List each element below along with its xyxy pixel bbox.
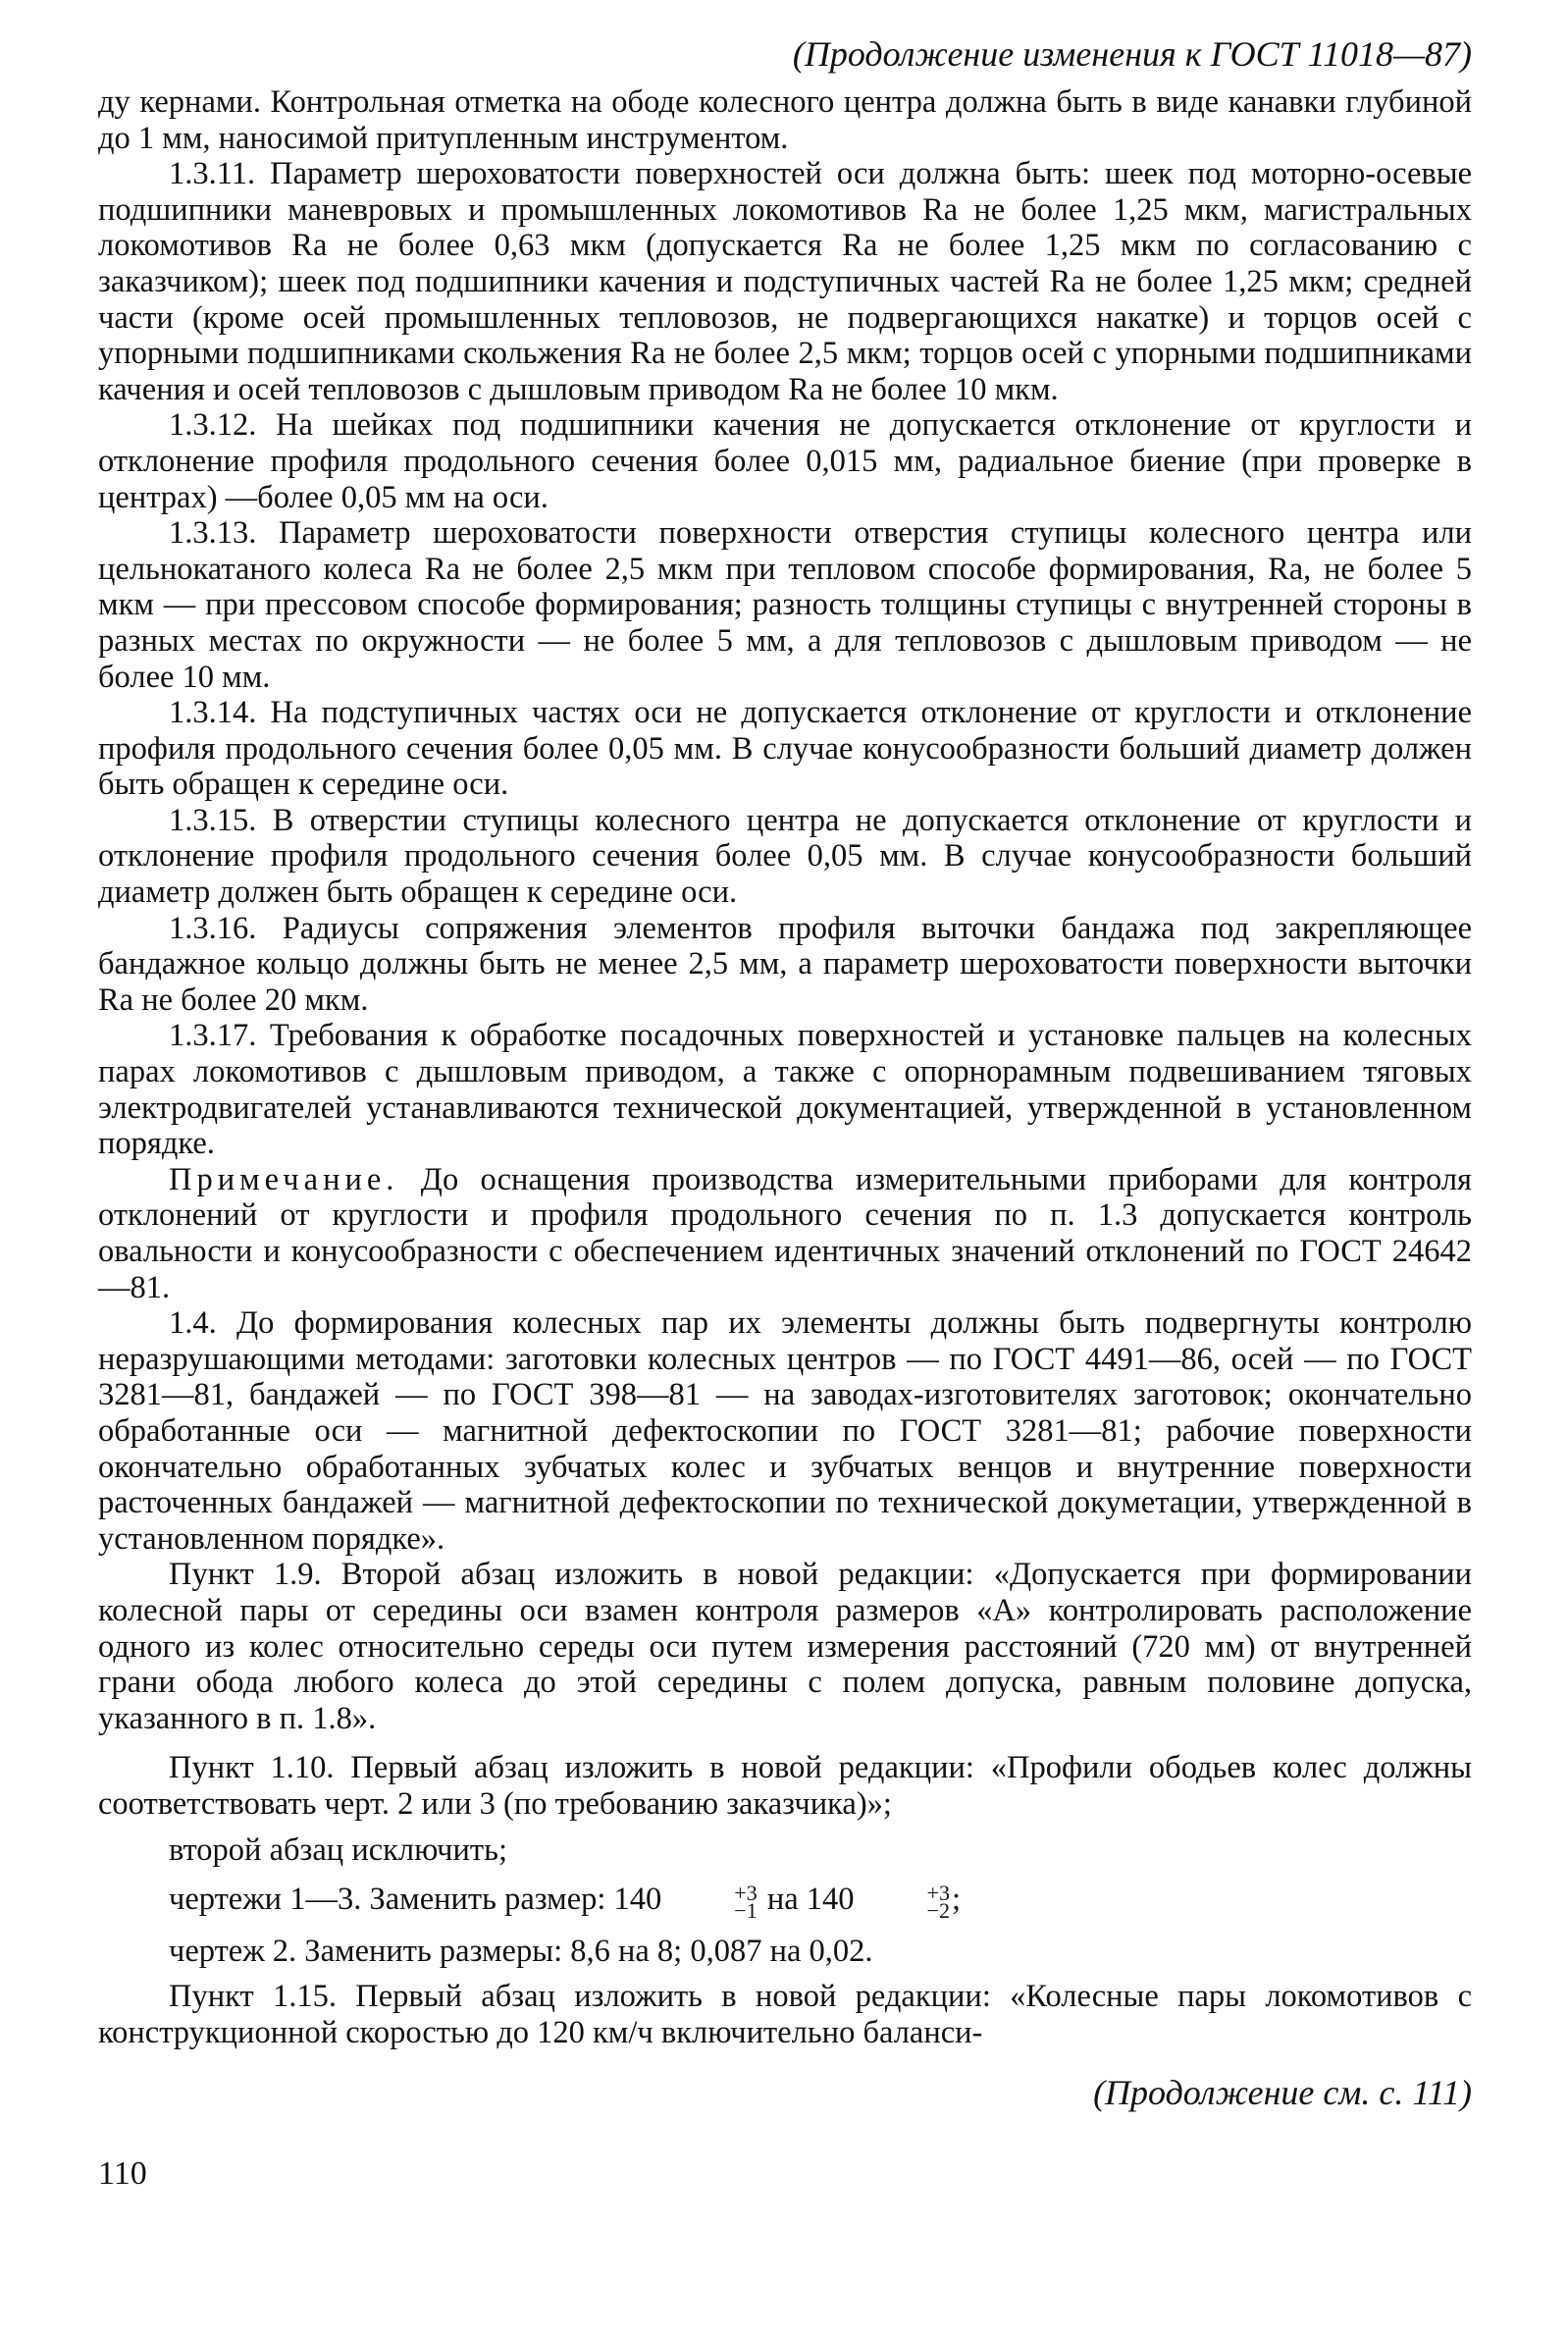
paragraph-1-3-11: 1.3.11. Параметр шероховатости поверхностей оси должна быть: шеек под моторно-осевые подшипники маневровых и промышленных локомотивов Ra не более 1,25 мкм, магистральных локомотивов Ra не более 0,63 мкм (допускается Ra не более 1,25 мкм по согласованию с заказчиком); шеек под подшипники качения и подступичных частей Ra не более 1,25 мкм; средней части (кроме осей промышленных тепловозов, не подвергающихся накатке) и торцов осей с упорными подшипниками скольжения Ra не более 2,5 мкм; торцов осей с упорными подшипниками качения и осей тепловозов с дышловым приводом Ra не более 10 мкм. <box>98 156 1472 407</box>
note-paragraph <box>98 1162 1472 1305</box>
paragraph-second-abzac: второй абзац исключить; <box>169 1831 507 1868</box>
tolerance-2-upper: +3 <box>926 1880 950 1905</box>
paragraph-drawings-1-3 <box>98 1880 1472 1923</box>
paragraph-1-3-14: 1.3.14. На подступичных частях оси не допускается отклонение от круглости и отклонение профиля продольного сечения более 0,05 мм. В случае конусообразности больший диаметр должен быть обращен к середине оси. <box>98 695 1472 803</box>
tolerance-1-upper: +3 <box>734 1880 758 1905</box>
continuation-note: (Продолжение см. с. 111) <box>1093 2073 1472 2113</box>
drawings-text-c: ; <box>951 1882 961 1918</box>
paragraph-1-3-15: 1.3.15. В отверстии ступицы колесного центра не допускается отклонение от круглости и отклонение профиля продольного сечения более 0,05 мм. В случае конусообразности больший диаметр должен быть обращен к середине оси. <box>98 802 1472 911</box>
paragraph-1-3-13: 1.3.13. Параметр шероховатости поверхности отверстия ступицы колесного центра или цельнокатаного колеса Ra не более 2,5 мкм при тепловом способе формирования, Ra, не более 5 мкм — при прессовом способе формирования; разность толщины ступицы с внутренней стороны в разных местах по окружности — не более 5 мм, а для тепловозов с дышловым приводом — не более 10 мм. <box>98 515 1472 695</box>
tolerance-2 <box>857 1880 950 1923</box>
tolerance-1 <box>663 1880 758 1923</box>
paragraph-1-3-17: 1.3.17. Требования к обработке посадочных поверхностей и установке пальцев на колесных парах локомотивов с дышловым приводом, а также с опорнорамным подвешиванием тяговых электродвигателей устанавливаются техничеcкой документацией, утвержденной в установленном порядке. <box>98 1018 1472 1162</box>
tolerance-2-lower: −2 <box>926 1897 950 1923</box>
tolerance-1-lower: −1 <box>734 1897 758 1923</box>
paragraph-drawing-2: чертеж 2. Заменить размеры: 8,6 на 8; 0,087 на 0,02. <box>169 1933 873 1969</box>
paragraph-1-15: Пункт 1.15. Первый абзац изложить в новой редакции: «Колесные пары локомотивов с конструкционной скоростью до 120 км/ч включительно баланси- <box>98 1979 1472 2050</box>
note-label: Примечание. <box>169 1161 399 1197</box>
paragraph-1-10: Пункт 1.10. Первый абзац изложить в новой редакции: «Профили ободьев колес должны соответствовать черт. 2 или 3 (по требованию заказчика)»; <box>98 1750 1472 1822</box>
paragraph-1-3-12: 1.3.12. На шейках под подшипники качения не допускается отклонение от круглости и отклонение профиля продольного сечения более 0,015 мм, радиальное биение (при проверке в центрах) —более 0,05 мм на оси. <box>98 407 1472 515</box>
paragraph-1-9: Пункт 1.9. Второй абзац изложить в новой редакции: «Допускается при формировании колесной пары от середины оси взамен контроля размеров «А» контролировать расположение одного из колес относительно середы оси путем измерения расстояний (720 мм) от внутренней грани обода любого колеса до этой середины с полем допуска, равным половине допуска, указанного в п. 1.8». <box>98 1557 1472 1736</box>
document-page <box>98 29 1472 2316</box>
note-text: До оснащения производства измерительными приборами для контроля отклонений от круглости и профиля продольного сечения по п. 1.3 допускается контроль овальности и конусообразности с обеспечением идентичных значений отклонений по ГОСТ 24642—81. <box>98 1161 1472 1305</box>
page-header: (Продолжение изменения к ГОСТ 11018—87) <box>792 34 1472 74</box>
document-body <box>98 84 1472 2050</box>
paragraph-1-4: 1.4. До формирования колесных пар их элементы должны быть подвергнуты контролю неразрушающими методами: заготовки колесных центров — по ГОСТ 4491—86, осей — по ГОСТ 3281—81, бандажей — по ГОСТ 398—81 — на заводах-изготовителях заготовок; окончательно обработанные оси — магнитной дефектоскопии по ГОСТ 3281—81; рабочие поверхности окончательно обработанных зубчатых колес и зубчатых венцов и внутренние поверхности расточенных бандажей — магнитной дефектоскопии по технической докуметации, утвержденной в установленном порядке». <box>98 1305 1472 1557</box>
drawings-text-a: чертежи 1—3. Заменить размер: 140 <box>169 1882 662 1918</box>
paragraph: ду кернами. Контрольная отметка на ободе колесного центра должна быть в виде канавки глубиной до 1 мм, наносимой притупленным инструментом. <box>98 84 1472 156</box>
page-number: 110 <box>98 2155 147 2193</box>
drawings-text-b: на 140 <box>758 1882 855 1918</box>
paragraph-1-3-16: 1.3.16. Радиусы сопряжения элементов профиля выточки бандажа под закрепляющее бандажное кольцо должны быть не менее 2,5 мм, а параметр шероховатости поверхности выточки Ra не более 20 мкм. <box>98 910 1472 1018</box>
